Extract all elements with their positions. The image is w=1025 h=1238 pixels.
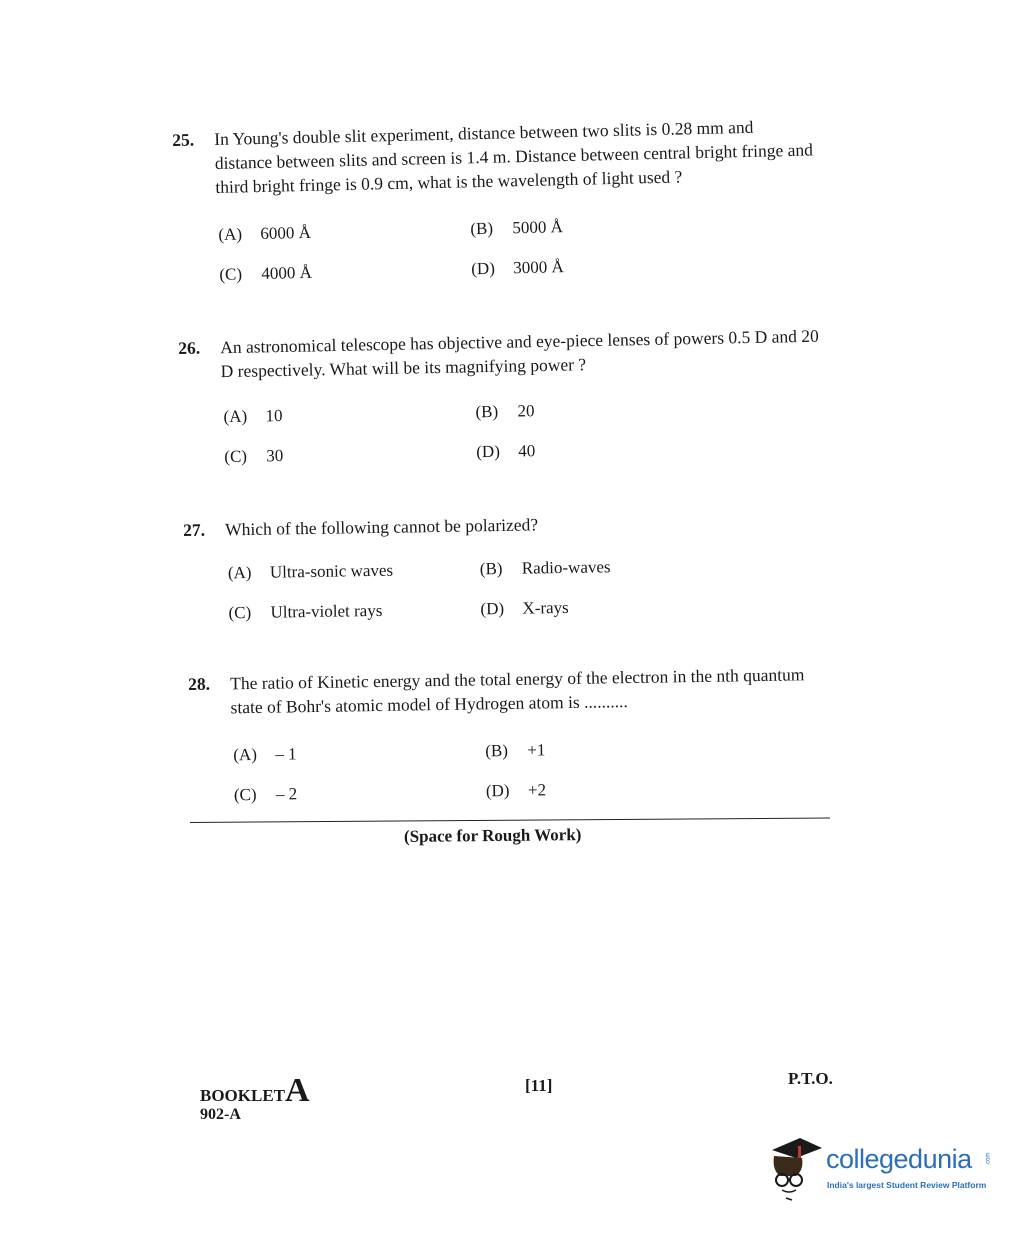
booklet-label bbox=[200, 1072, 310, 1110]
option-a bbox=[223, 404, 282, 429]
logo-tagline: India's largest Student Review Platform bbox=[827, 1180, 987, 1190]
option-text: – 2 bbox=[275, 784, 298, 804]
option-text: 40 bbox=[518, 441, 536, 461]
option-text: 10 bbox=[265, 406, 283, 426]
option-d bbox=[480, 596, 569, 621]
mascot-icon bbox=[766, 1132, 824, 1202]
option-label: (D) bbox=[471, 258, 496, 279]
option-a bbox=[228, 559, 394, 586]
booklet-code: 902-A bbox=[200, 1106, 241, 1123]
option-text: 3000 Å bbox=[513, 257, 564, 278]
booklet-letter: A bbox=[285, 1072, 310, 1109]
logo-suffix: .com bbox=[985, 1152, 992, 1166]
question-text: Which of the following cannot be polarized? bbox=[225, 514, 539, 540]
option-d bbox=[486, 778, 546, 803]
pto-label: P.T.O. bbox=[788, 1069, 833, 1088]
option-text: 6000 Å bbox=[260, 222, 312, 244]
option-text: Ultra-sonic waves bbox=[269, 560, 394, 582]
question-number: 26. bbox=[178, 337, 201, 358]
question-text: The ratio of Kinetic energy and the total energy of the electron in the nth quantum state of Bohr's atomic model of Hydrogen atom is .......... bbox=[230, 664, 805, 718]
option-label: (B) bbox=[479, 558, 503, 579]
option-text: 5000 Å bbox=[512, 217, 564, 238]
question-text: In Young's double slit experiment, distance between two slits is 0.28 mm and distance between slits and screen is 1.4 m. Distance between central bright fringe and third bright fringe is 0.9 cm, what is the wavelength of light used ? bbox=[214, 116, 814, 198]
option-label: (A) bbox=[218, 224, 243, 244]
option-text: 4000 Å bbox=[261, 262, 313, 284]
collegedunia-logo bbox=[766, 1132, 996, 1202]
option-label: (A) bbox=[227, 562, 252, 583]
question-number: 25. bbox=[172, 129, 195, 150]
option-c bbox=[234, 782, 298, 807]
option-text: – 1 bbox=[275, 744, 297, 764]
option-label: (B) bbox=[470, 218, 494, 239]
option-label: (C) bbox=[219, 264, 243, 284]
option-b bbox=[480, 555, 611, 581]
option-d bbox=[476, 439, 535, 464]
option-label: (A) bbox=[233, 744, 258, 765]
option-label: (D) bbox=[476, 441, 501, 462]
booklet-word: BOOKLET bbox=[200, 1086, 286, 1105]
option-label: (D) bbox=[485, 780, 510, 801]
option-text: Radio-waves bbox=[521, 557, 611, 578]
option-text: +2 bbox=[527, 780, 547, 800]
logo-name: collegedunia bbox=[826, 1144, 972, 1174]
question-text: An astronomical telescope has objective and eye-piece lenses of powers 0.5 D and 20 D respectively. What will be its magnifying power ? bbox=[220, 325, 819, 382]
option-b bbox=[470, 215, 563, 241]
option-label: (A) bbox=[223, 406, 248, 427]
option-label: (B) bbox=[485, 740, 509, 761]
option-label: (B) bbox=[475, 401, 499, 422]
question-number: 28. bbox=[188, 673, 211, 694]
option-c bbox=[228, 599, 382, 625]
question-number: 27. bbox=[183, 519, 206, 540]
option-label: (C) bbox=[233, 784, 257, 805]
option-c bbox=[219, 261, 312, 287]
option-text: 20 bbox=[517, 401, 535, 421]
option-a bbox=[233, 742, 297, 767]
option-b bbox=[485, 738, 545, 763]
option-text: X-rays bbox=[522, 597, 569, 618]
rough-work-heading: (Space for Rough Work) bbox=[403, 825, 582, 846]
option-a bbox=[218, 221, 311, 247]
option-label: (D) bbox=[480, 598, 505, 619]
option-text: 30 bbox=[266, 446, 284, 466]
option-label: (C) bbox=[228, 602, 252, 623]
option-label: (C) bbox=[224, 446, 248, 467]
option-d bbox=[471, 255, 564, 281]
option-c bbox=[224, 444, 283, 469]
option-text: +1 bbox=[527, 740, 546, 760]
option-text: Ultra-violet rays bbox=[270, 600, 383, 622]
divider-line bbox=[190, 818, 830, 823]
page-number: [11] bbox=[525, 1076, 553, 1095]
option-b bbox=[475, 399, 534, 424]
